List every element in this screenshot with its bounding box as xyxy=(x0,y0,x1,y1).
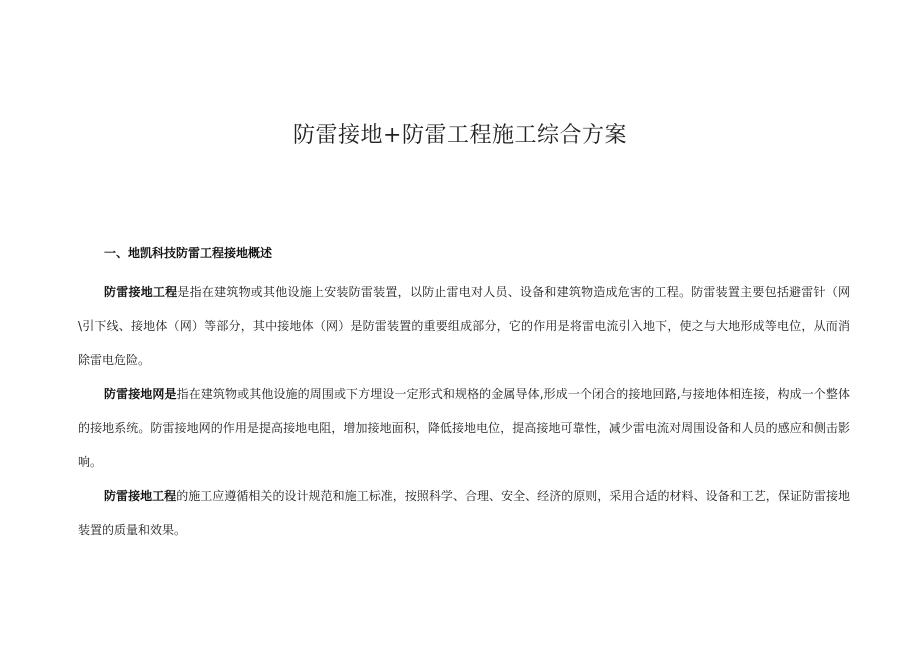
paragraph-construction-standards xyxy=(78,479,850,547)
paragraph-term: 防雷接地工程 xyxy=(104,285,178,299)
section-heading: 一、地凯科技防雷工程接地概述 xyxy=(104,246,273,260)
paragraph-term: 防雷接地网是 xyxy=(104,387,177,401)
paragraph-text: 的施工应遵循相关的设计规范和施工标准，按照科学、合理、安全、经济的原则，采用合适的材料、设备和工艺，保证防雷接地装置的质量和效果。 xyxy=(78,489,850,537)
paragraph-grounding-grid xyxy=(78,377,850,479)
paragraph-term: 防雷接地工程 xyxy=(104,489,177,503)
paragraph-text: 是指在建筑物或其他设施上安装防雷装置，以防止雷电对人员、设备和建筑物造成危害的工程。防雷装置主要包括避雷针（网\引下线、接地体（网）等部分，其中接地体（网）是防雷装置的重要组成部分，它的作用是将雷电流引入地下，使之与大地形成等电位，从而消除雷电危险。 xyxy=(78,285,850,367)
paragraph-text: 指在建筑物或其他设施的周围或下方埋设一定形式和规格的金属导体,形成一个闭合的接地回路,与接地体相连接，构成一个整体的接地系统。防雷接地网的作用是提高接地电阻，增加接地面积，降低接地电位，提高接地可靠性，减少雷电流对周围设备和人员的感应和侧击影响。 xyxy=(78,387,850,469)
page-title: 防雷接地+防雷工程施工综合方案 xyxy=(293,123,627,148)
paragraph-grounding-project xyxy=(78,275,850,377)
